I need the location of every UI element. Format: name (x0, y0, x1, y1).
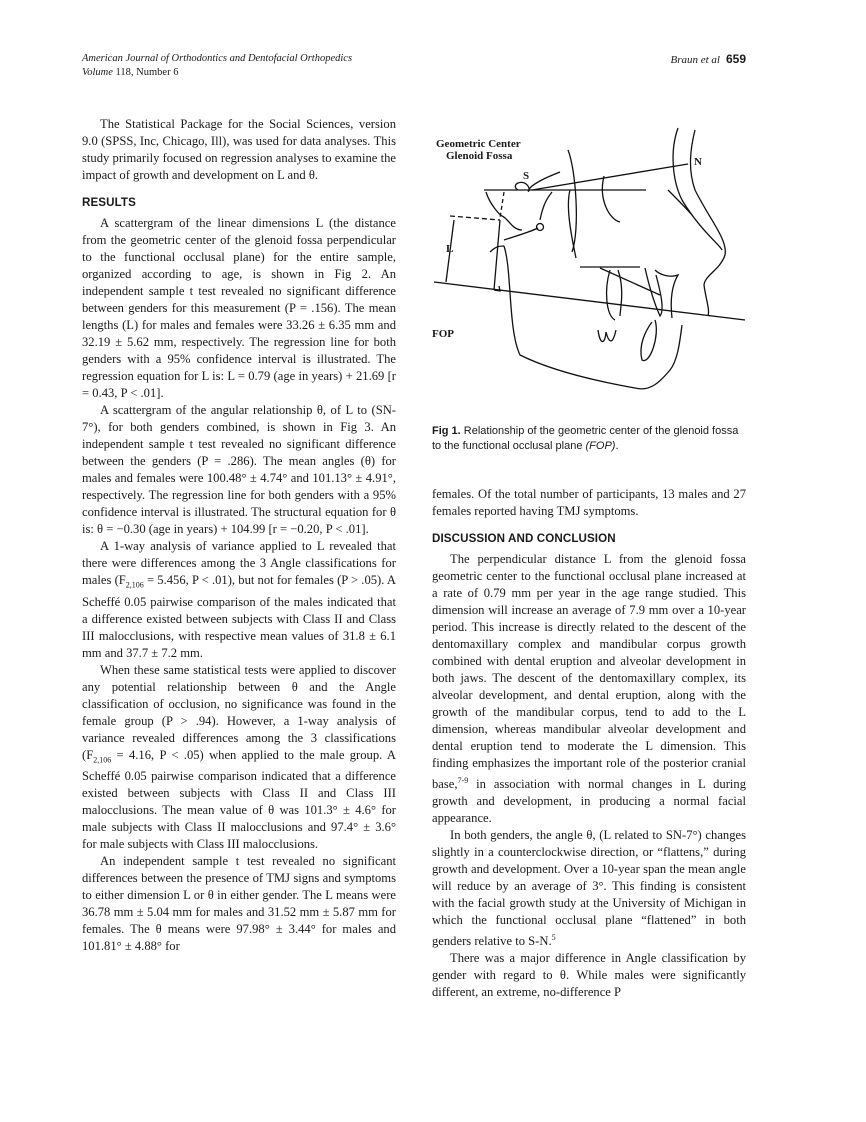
results-paragraph-5: An independent sample t test revealed no significant differences between the presence of TMJ signs and symptoms to either dimension L or θ in either gender. The L means were 36.78 mm ± 5.04 mm for males and 31.52 mm ± 5.87 mm for females. The θ means were 97.98° ± 3.44° for males and 101.81° ± 4.88° for (82, 854, 396, 954)
journal-title: American Journal of Orthodontics and Dentofacial Orthopedics (82, 53, 353, 64)
discussion-heading: DISCUSSION AND CONCLUSION (432, 532, 616, 545)
results-heading: RESULTS (82, 196, 136, 209)
cephalometric-tracing-icon (420, 120, 760, 410)
label-fop: FOP (432, 328, 454, 340)
label-l: L (446, 243, 454, 255)
results-paragraph-3: A 1-way analysis of variance applied to L revealed that there were differences among the 3 Angle classifications for males ($F_{2,106} = 5.456$, P < .01), but not for females (P > .05). A Scheffé 0.05 pairwise comparison of the males indicated that a difference existed between subjects with Class II and Class III malocclusions, with respective mean values of 31.8 ± 6.1 mm and 37.7 ± 7.2 mm. (82, 539, 396, 660)
results-paragraph-4: When these same statistical tests were applied to discover any potential relationship between θ and the Angle classification of occlusion, no significance was found in the female group (P > .94). However, a 1-way analysis of variance revealed differences among the 3 classifications ($F_{2,106} = 4.16$, P < .05) when applied to the male group. A Scheffé 0.05 pairwise comparison indicated that a difference existed between subjects with Class II and Class III malocclusions. The mean value of θ was 101.3° ± 4.6° for male subjects with Class II malocclusions and 97.4° ± 3.6° for male subjects with Class III malocclusions. (82, 662, 396, 852)
label-s: S (523, 170, 530, 182)
running-header-authors (670, 52, 746, 66)
left-column (82, 116, 396, 955)
journal-volume: Volume 118, Number 6 (82, 67, 179, 78)
discussion-paragraph-1: The perpendicular distance L from the glenoid fossa geometric center to the functional occlusal plane increased at a rate of 0.79 mm per year in the age range studied. This dimension will increase an average of 7.9 mm over a 10-year period. This increase is directly related to the descent of the dentomaxillary complex and mandibular corpus growth combined with dental eruption and alveolar development in both jaws. The descent of the dentomaxillary complex, its alveolar development, and dental eruption, along with the growth of the mandibular corpus, tend to add to the L dimension, whereas mandibular alveolar development and dental eruption tend to moderate the L dimension. This finding emphasizes the important role of the posterior cranial base,$^{7-9}$ in association with normal changes in L during growth and development, in producing a normal facial appearance. (432, 552, 746, 826)
discussion-paragraph-3: There was a major difference in Angle classification by gender with regard to θ. While males were significantly different, an extreme, no-difference P (432, 951, 746, 1000)
right-column (432, 486, 746, 1001)
page-number: 659 (725, 52, 746, 66)
label-geometric-center: Geometric Center (436, 138, 521, 150)
figure-1-cephalometric-tracing (420, 120, 760, 410)
label-n: N (694, 156, 702, 168)
authors: Braun et al (670, 54, 720, 66)
methods-paragraph: The Statistical Package for the Social Sciences, version 9.0 (SPSS, Inc, Chicago, Ill), was used for data analyses. This study primarily focused on regression analyses to examine the impact of growth and development on L and θ. (82, 117, 396, 182)
results-paragraph-1: A scattergram of the linear dimensions L (the distance from the geometric center of the glenoid fossa perpendicular to the functional occlusal plane) for the entire sample, organized according to age, is shown in Fig 2. An independent sample t test revealed no significant difference between genders for this measurement (P = .156). The mean lengths (L) for males and females were 33.26 ± 6.35 mm and 32.19 ± 5.62 mm, respectively. The regression line for both genders with a 95% confidence interval is illustrated. The regression equation for L is: L = 0.79 (age in years) + 21.69 [r = 0.43, P < .01]. (82, 216, 396, 400)
discussion-paragraph-2: In both genders, the angle θ, (L related to SN-7°) changes slightly in a counterclockwise direction, or “flattens,” during growth and development. Over a 10-year span the mean angle will reduce by an average of 3°. This finding is consistent with the facial growth study at the University of Michigan in which the functional occlusal plane “flattened” in both genders relative to S-N.$^5$ (432, 828, 746, 949)
results-continuation: females. Of the total number of participants, 13 males and 27 females reported having TMJ symptoms. (432, 487, 746, 518)
results-paragraph-2: A scattergram of the angular relationship θ, of L to (SN-7°), for both genders combined, is shown in Fig 3. An independent sample t test revealed no significant difference between the genders (P = .286). The mean angles (θ) for males and females were 100.48° ± 4.74° and 101.13° ± 4.91°, respectively. The regression line for both genders with a 95% confidence interval is illustrated. The structural equation for θ is: θ = −0.30 (age in years) + 104.99 [r = −0.20, P < .01]. (82, 403, 396, 536)
figure-1-caption: Fig 1. Relationship of the geometric center of the glenoid fossa to the functional occlusal plane (FOP). (432, 425, 739, 452)
label-glenoid-fossa: Glenoid Fossa (446, 150, 513, 162)
running-header-journal (82, 52, 352, 80)
